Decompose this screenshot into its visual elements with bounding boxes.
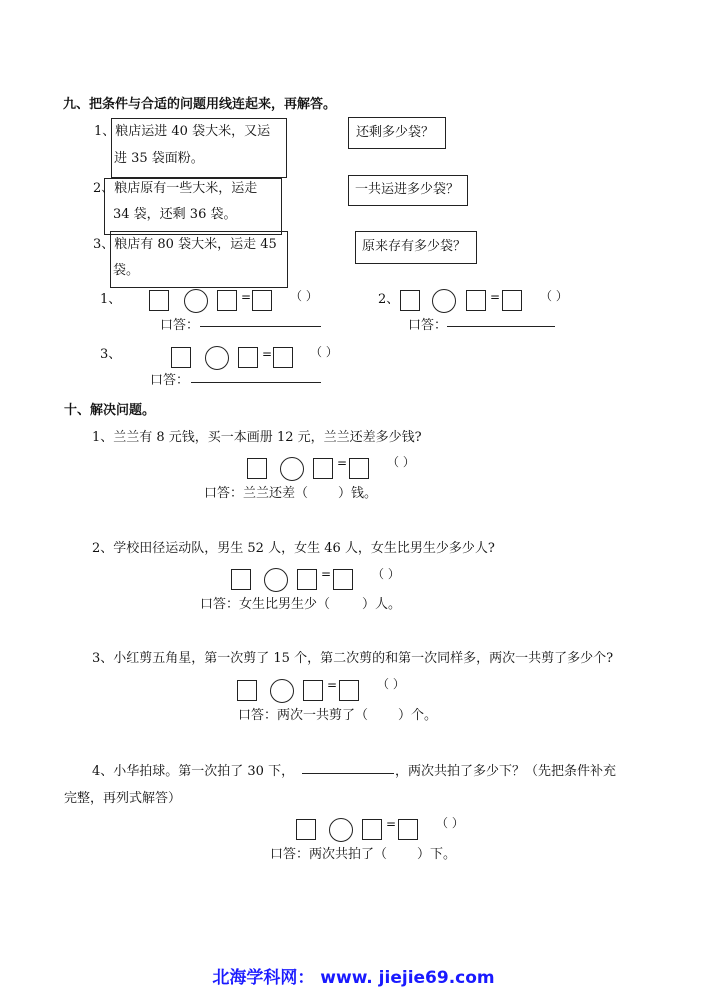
equation-1-unit[interactable]: （ ） (290, 289, 318, 303)
equation-1-box-b[interactable] (217, 290, 237, 311)
problem-3-text: 3、小红剪五角星，第一次剪了 15 个，第二次剪的和第一次同样多，两次一共剪了多少个? (92, 651, 614, 666)
question-1: 还剩多少袋？ (356, 125, 435, 140)
answer-label-3: 口答： (150, 373, 190, 388)
problem-2-operator[interactable] (264, 568, 288, 592)
condition-2-line2: 34 袋，还剩 36 袋。 (113, 207, 237, 222)
equation-3-equals: = (262, 347, 273, 361)
equation-1-operator[interactable] (184, 289, 208, 313)
condition-1-line2: 进 35 袋面粉。 (114, 151, 204, 166)
problem-1-answer-prefix: 口答：兰兰还差（ (204, 486, 309, 501)
equation-3-box-a[interactable] (171, 347, 191, 368)
problem-3-operator[interactable] (270, 679, 294, 703)
equation-2-box-b[interactable] (466, 290, 486, 311)
answer-line-3[interactable] (191, 382, 321, 383)
equation-2-box-result[interactable] (502, 290, 522, 311)
section9-heading: 九、把条件与合适的问题用线连起来，再解答。 (63, 97, 337, 112)
equation-label-3: 3、 (100, 347, 122, 362)
problem-2-unit[interactable]: （ ） (372, 567, 400, 581)
question-2: 一共运进多少袋？ (355, 182, 460, 197)
problem-3-box-b[interactable] (303, 680, 323, 701)
answer-label-2: 口答： (408, 318, 448, 333)
problem-4-text-b: ，两次共拍了多少下？（先把条件补充 (395, 764, 617, 779)
problem-1-answer (204, 482, 377, 501)
equation-3-box-result[interactable] (273, 347, 293, 368)
problem-3-box-a[interactable] (237, 680, 257, 701)
problem-2-answer-suffix: ）人。 (362, 597, 402, 612)
equation-3-unit[interactable]: （ ） (310, 345, 338, 359)
problem-4-equals: = (386, 817, 397, 831)
answer-label-1: 口答： (160, 318, 200, 333)
answer-line-2[interactable] (447, 326, 555, 327)
problem-2-answer-prefix: 口答：女生比男生少（ (200, 597, 331, 612)
problem-1-box-result[interactable] (349, 458, 369, 479)
problem-4-text-c: 完整，再列式解答） (64, 791, 182, 806)
problem-4-answer-prefix: 口答：两次共拍了（ (270, 847, 388, 862)
equation-1-box-result[interactable] (252, 290, 272, 311)
problem-2-answer (200, 593, 401, 612)
footer-site-link[interactable]: 北海学科网： www. jiejie69.com (212, 968, 495, 988)
equation-1-box-a[interactable] (149, 290, 169, 311)
problem-4-box-result[interactable] (398, 819, 418, 840)
equation-label-1: 1、 (100, 292, 122, 307)
problem-4-fill-blank[interactable] (302, 773, 394, 774)
condition-3-line2: 袋。 (113, 263, 140, 278)
problem-2-box-result[interactable] (333, 569, 353, 590)
equation-1-equals: = (241, 290, 252, 304)
problem-4-unit[interactable]: （ ） (436, 816, 464, 830)
problem-2-box-a[interactable] (231, 569, 251, 590)
problem-3-box-result[interactable] (339, 680, 359, 701)
answer-line-1[interactable] (200, 326, 321, 327)
problem-4-answer (270, 843, 456, 862)
condition-2-line1: 2、粮店原有一些大米，运走 (93, 181, 258, 196)
equation-2-unit[interactable]: （ ） (540, 289, 568, 303)
problem-2-text: 2、学校田径运动队，男生 52 人，女生 46 人，女生比男生少多少人? (92, 541, 495, 556)
condition-1-line1: 1、粮店运进 40 袋大米，又运 (94, 124, 271, 139)
problem-3-equals: = (327, 678, 338, 692)
problem-4-text-a: 4、小华拍球。第一次拍了 30 下， (92, 764, 295, 779)
problem-3-unit[interactable]: （ ） (377, 677, 405, 691)
section10-heading: 十、解决问题。 (64, 403, 156, 418)
problem-1-operator[interactable] (280, 457, 304, 481)
problem-2-equals: = (321, 567, 332, 581)
problem-4-box-a[interactable] (296, 819, 316, 840)
problem-1-equals: = (337, 456, 348, 470)
equation-3-operator[interactable] (205, 346, 229, 370)
problem-4-operator[interactable] (329, 818, 353, 842)
problem-3-answer-prefix: 口答：两次一共剪了（ (238, 708, 369, 723)
problem-1-answer-suffix: ）钱。 (338, 486, 378, 501)
condition-3-line1: 3、粮店有 80 袋大米，运走 45 (93, 237, 277, 252)
problem-3-answer (238, 704, 437, 723)
equation-2-equals: = (490, 290, 501, 304)
problem-4-box-b[interactable] (362, 819, 382, 840)
equation-label-2: 2、 (378, 292, 400, 307)
problem-2-box-b[interactable] (297, 569, 317, 590)
equation-3-box-b[interactable] (238, 347, 258, 368)
equation-2-box-a[interactable] (400, 290, 420, 311)
equation-2-operator[interactable] (432, 289, 456, 313)
problem-1-box-a[interactable] (247, 458, 267, 479)
problem-1-unit[interactable]: （ ） (387, 455, 415, 469)
problem-4-answer-suffix: ）下。 (417, 847, 457, 862)
problem-1-box-b[interactable] (313, 458, 333, 479)
problem-3-answer-suffix: ）个。 (398, 708, 438, 723)
question-3: 原来存有多少袋？ (362, 239, 467, 254)
problem-1-text: 1、兰兰有 8 元钱，买一本画册 12 元，兰兰还差多少钱? (92, 430, 422, 445)
